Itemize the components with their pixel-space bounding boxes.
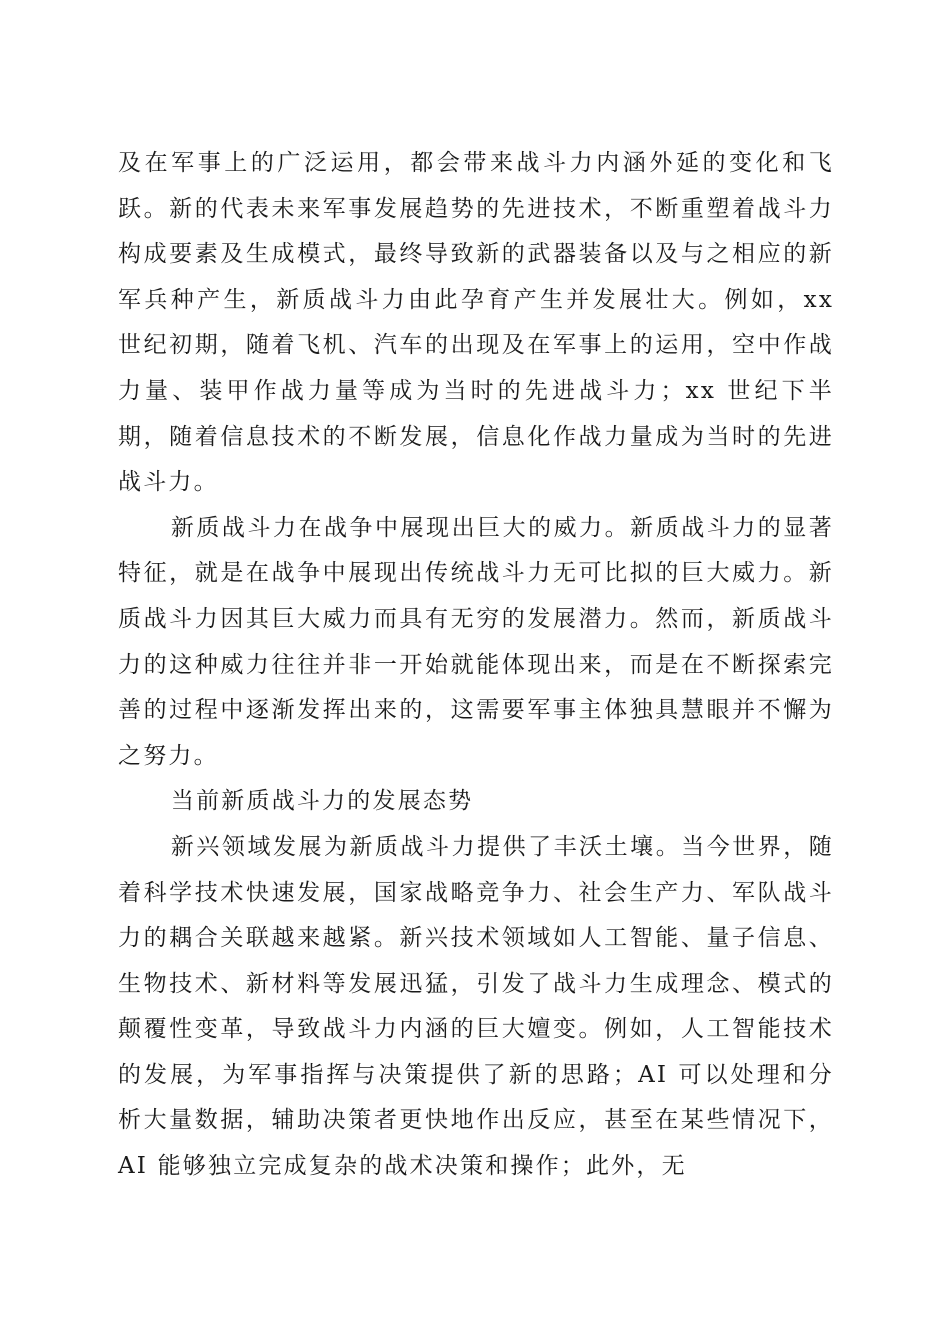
paragraph-continuation: 及在军事上的广泛运用，都会带来战斗力内涵外延的变化和飞跃。新的代表未来军事发展趋势的先进技术，不断重塑着战斗力构成要素及生成模式，最终导致新的武器装备以及与之相应的新军兵种产生，新质战斗力由此孕育产生并发展壮大。例如，xx 世纪初期，随着飞机、汽车的出现及在军事上的运用，空中作战力量、装甲作战力量等成为当时的先进战斗力；xx 世纪下半期，随着信息技术的不断发展，信息化作战力量成为当时的先进战斗力。 <box>118 150 834 496</box>
document-body <box>118 141 834 1190</box>
section-heading: 当前新质战斗力的发展态势 <box>170 788 474 815</box>
paragraph-emerging-fields: 新兴领域发展为新质战斗力提供了丰沃土壤。当今世界，随着科学技术快速发展，国家战略竞争力、社会生产力、军队战斗力的耦合关联越来越紧。新兴技术领域如人工智能、量子信息、生物技术、新材料等发展迅猛，引发了战斗力生成理念、模式的颠覆性变革，导致战斗力内涵的巨大嬗变。例如，人工智能技术的发展，为军事指挥与决策提供了新的思路；AI 可以处理和分析大量数据，辅助决策者更快地作出反应，甚至在某些情况下，AI 能够独立完成复杂的战术决策和操作；此外，无 <box>118 833 834 1180</box>
paragraph-new-combat-power-might: 新质战斗力在战争中展现出巨大的威力。新质战斗力的显著特征，就是在战争中展现出传统战斗力无可比拟的巨大威力。新质战斗力因其巨大威力而具有无穷的发展潜力。然而，新质战斗力的这种威力往往并非一开始就能体现出来，而是在不断探索完善的过程中逐渐发挥出来的，这需要军事主体独具慧眼并不懈为之努力。 <box>118 514 834 769</box>
